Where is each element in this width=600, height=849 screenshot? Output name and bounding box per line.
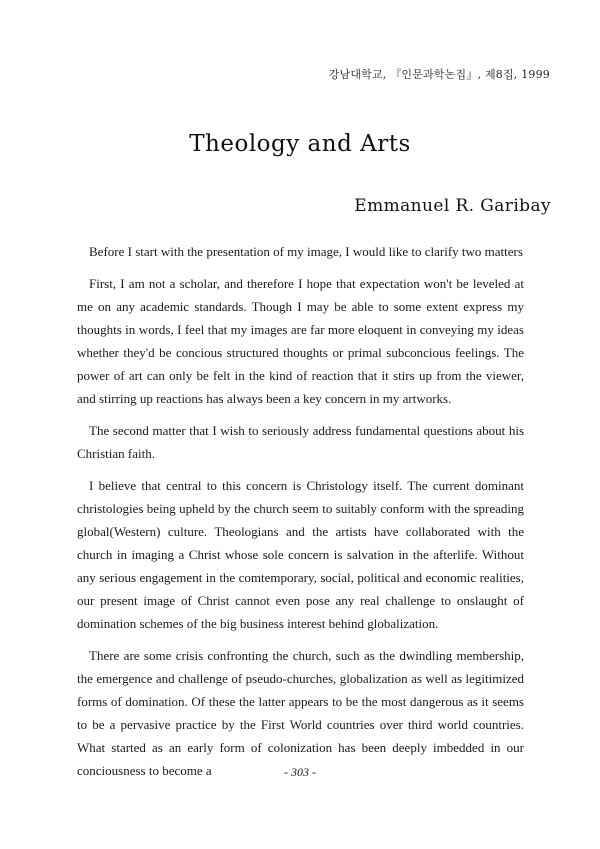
article-author: Emmanuel R. Garibay [354, 196, 551, 216]
running-header: 강남대학교, 『인문과학논집』, 제8집, 1999 [328, 68, 550, 81]
paragraph: The second matter that I wish to seriously address fundamental questions about his Christian faith. [77, 423, 524, 461]
article-title: Theology and Arts [189, 131, 411, 158]
article-body [77, 240, 524, 791]
paragraph: Before I start with the presentation of my image, I would like to clarify two matters [89, 244, 523, 259]
paragraph: I believe that central to this concern is Christology itself. The current dominant christologies being upheld by the church seem to suitably conform with the spreading global(Western) culture. Theologians and the artists have collaborated with the church in imaging a Christ whose sole concern is salvation in the afterlife. Without any serious engagement in the comtemporary, social, political and economic realities, our present image of Christ cannot even pose any real challenge to onslaught of domination schemes of the big business interest behind globalization. [77, 478, 524, 631]
paragraph: There are some crisis confronting the church, such as the dwindling membership, the emergence and challenge of pseudo-churches, globalization as well as legitimized forms of domination. Of these the latter appears to be the most dangerous as it seems to be a pervasive practice by the First World countries over third world countries. What started as an early form of colonization has been deeply imbedded in our conciousness to become a [77, 648, 524, 778]
page-number: - 303 - [284, 765, 316, 779]
paragraph: First, I am not a scholar, and therefore I hope that expectation won't be leveled at me on any academic standards. Though I may be able to some extent express my thoughts in words, I feel that my images are far more eloquent in conveying my ideas whether they'd be concious structured thoughts or primal subconcious feelings. The power of art can only be felt in the kind of reaction that it stirs up from the viewer, and stirring up reactions has always been a key concern in my artworks. [77, 276, 524, 406]
